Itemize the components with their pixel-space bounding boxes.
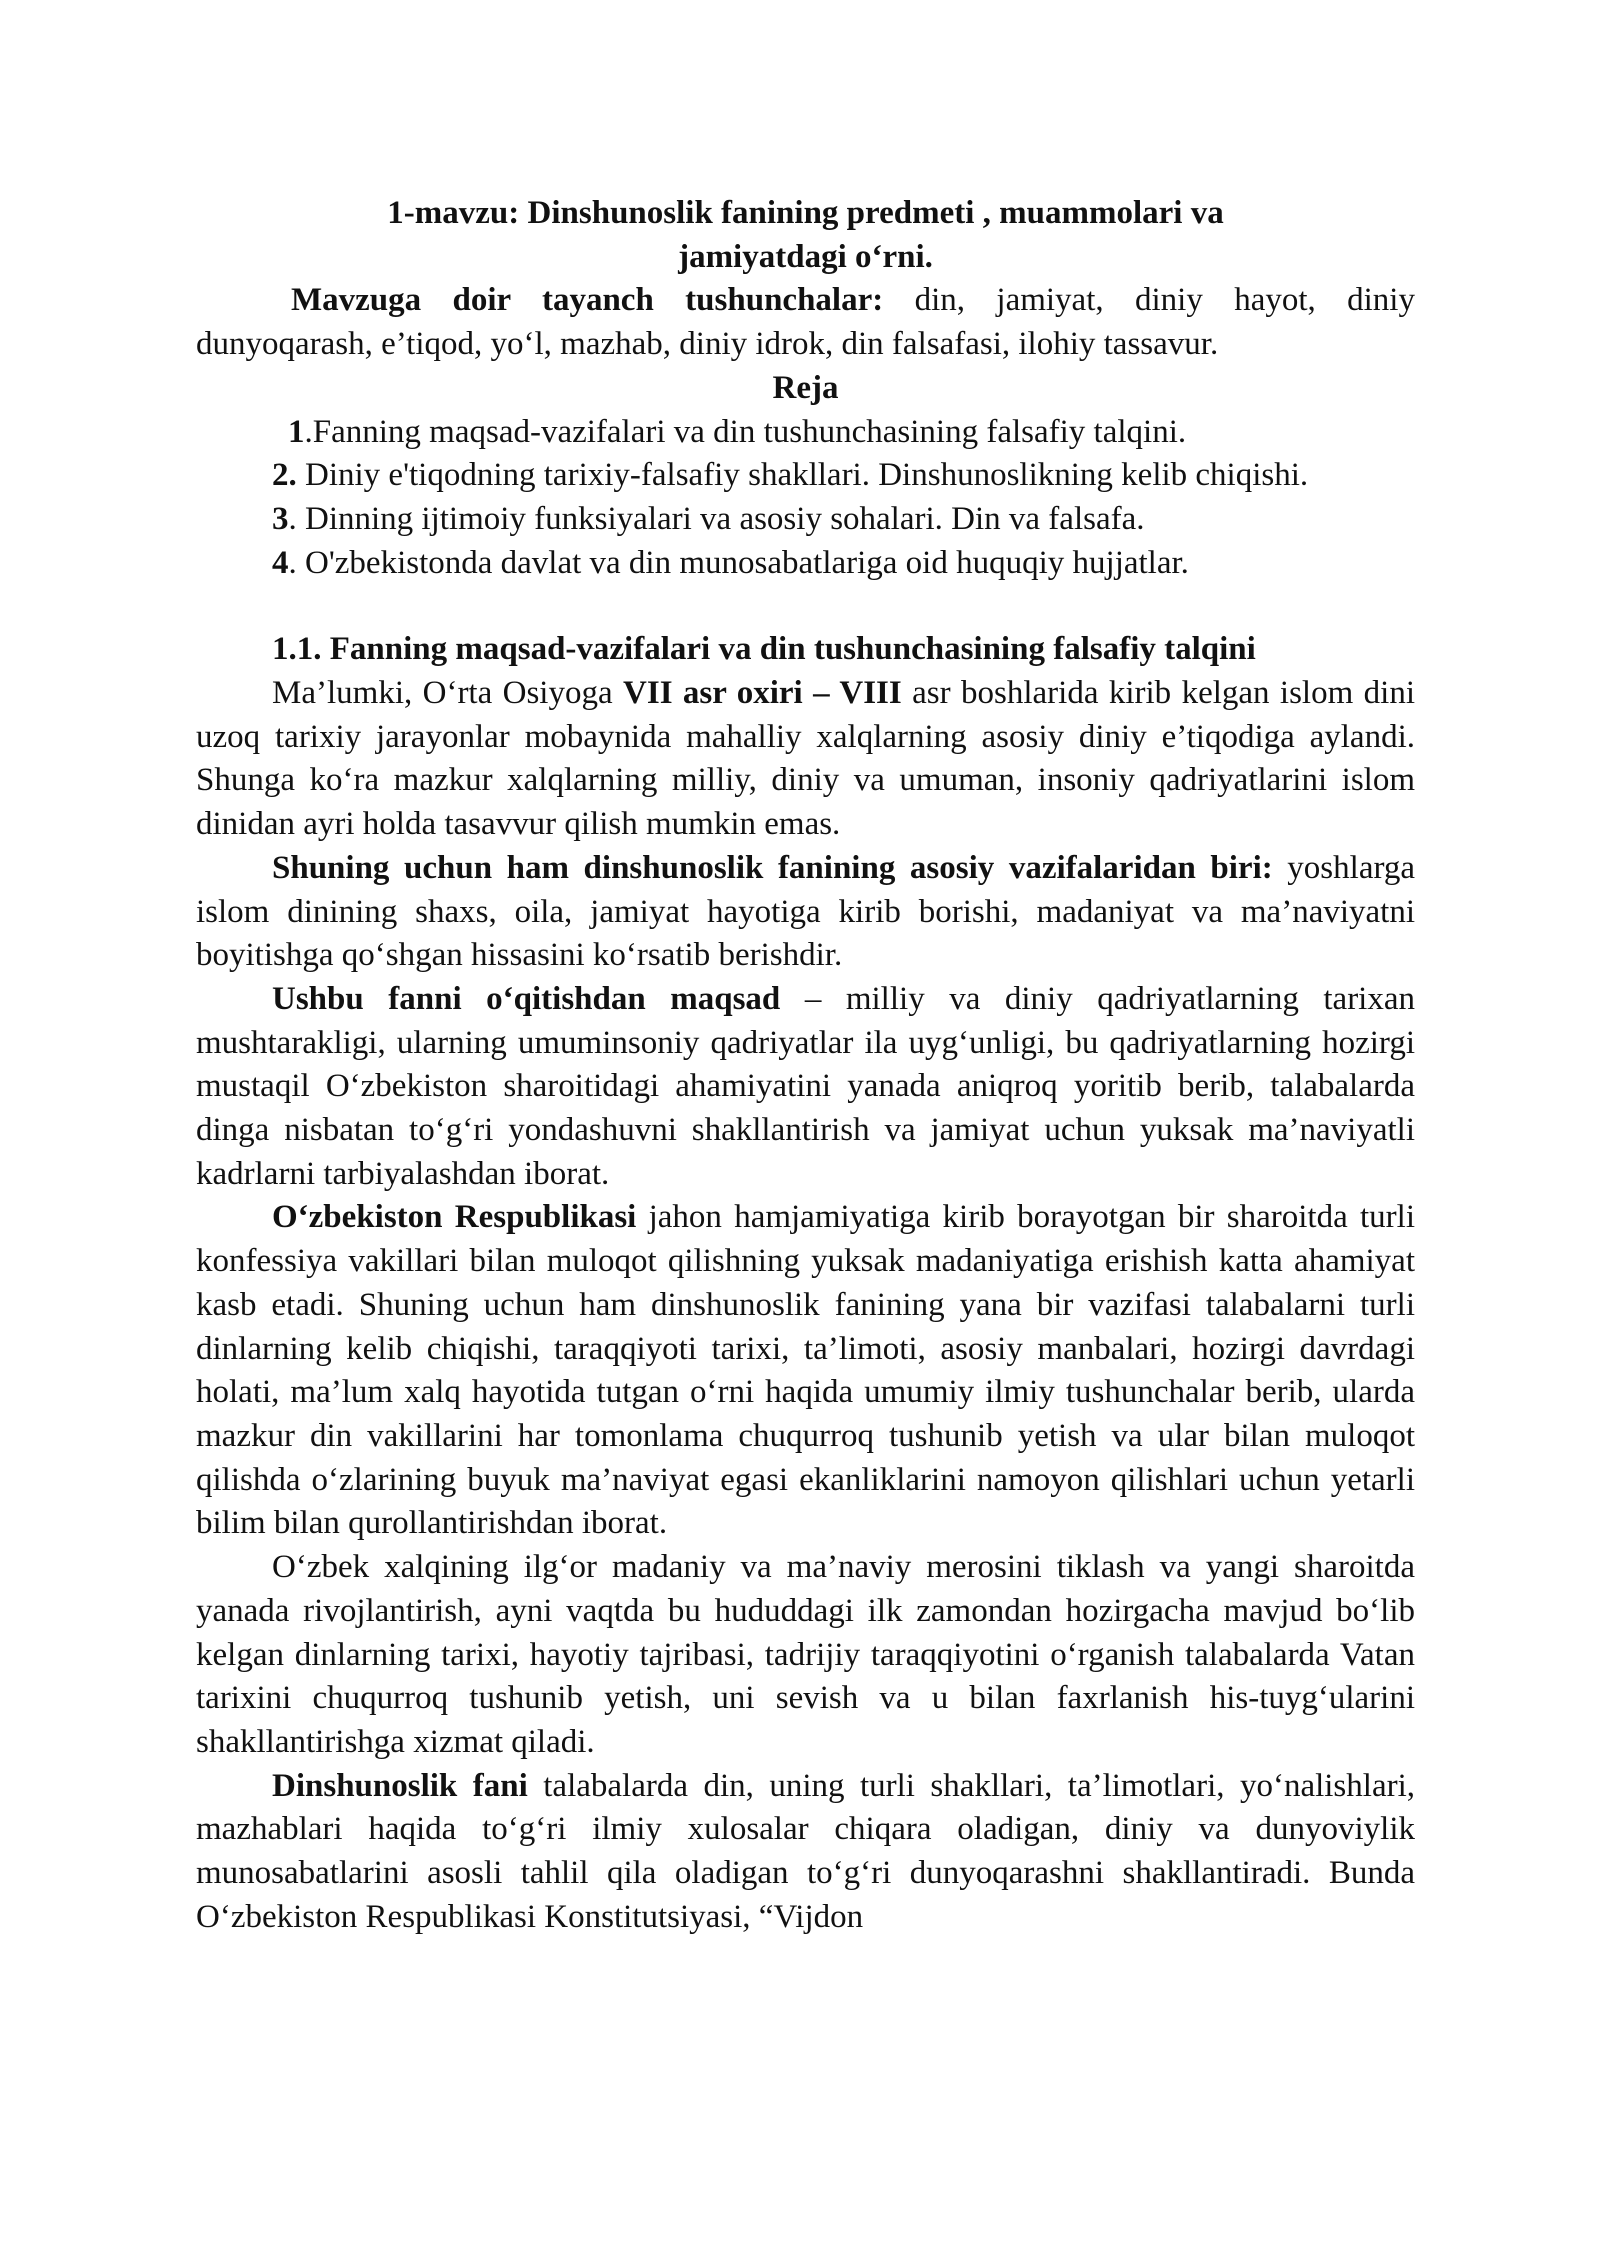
title-line-1: 1-mavzu: Dinshunoslik fanining predmeti , muammolari va — [387, 195, 1224, 231]
keywords-text: din, jamiyat, diniy hayot, diniy dunyoqarash, e’tiqod, yo‘l, mazhab, diniy idrok, din falsafasi, ilohiy tassavur. — [196, 282, 1415, 363]
paragraph-2-lead: Shuning uchun ham dinshunoslik fanining asosiy vazifalaridan biri: — [272, 849, 1273, 886]
paragraph-4-lead: O‘zbekiston Respublikasi — [272, 1199, 637, 1236]
paragraph-1-rest: asr boshlarida kirib kelgan islom dini uzoq tarixiy jarayonlar mobaynida mahalliy xalqlarning asosiy diniy e’tiqodiga aylandi. Shunga ko‘ra mazkur xalqlarning milliy, diniy va umuman, insoniy qadriyatlarini islom dinidan ayri holda tasavvur qilish mumkin emas. — [196, 675, 1416, 843]
paragraph-6-lead: Dinshunoslik fani — [272, 1767, 528, 1804]
paragraph-3-text: – milliy va diniy qadriyatlarning tarixan mushtarakligi, ularning umuminsoniy qadriyatlar ila uyg‘unligi, bu qadriyatlarning hozirgi mustaqil O‘zbekiston sharoitidagi ahamiyatini yanada aniqroq yoritib berib, talabalarda dinga nisbatan to‘g‘ri yondashuvni shakllantirish va jamiyat uchun yuksak ma’naviyatli kadrlarni tarbiyalashdan iborat. — [196, 980, 1415, 1192]
plan-item-number: 2. — [272, 457, 297, 494]
plan-item-text: . O'zbekistonda davlat va din munosabatlariga oid huquqiy hujjatlar. — [288, 544, 1189, 581]
section-heading: 1.1. Fanning maqsad-vazifalari va din tushunchasining falsafiy talqini — [272, 631, 1256, 668]
keywords-paragraph — [196, 279, 1415, 366]
plan-item-1 — [196, 411, 1415, 455]
title-line-2: jamiyatdagi o‘rni. — [678, 238, 933, 275]
paragraph-2-text: yoshlarga islom dinining shaxs, oila, jamiyat hayotiga kirib borishi, madaniyat va ma’naviyatni boyitishga qo‘shgan hissasini ko‘rsatib berishdir. — [196, 849, 1416, 974]
document-title — [196, 192, 1415, 279]
paragraph-5: O‘zbek xalqining ilg‘or madaniy va ma’naviy merosini tiklash va yangi sharoitda yanada rivojlantirish, ayni vaqtda bu hududdagi ilk zamondan hozirgacha mavjud bo‘lib kelgan dinlarning tarixi, hayotiy tajribasi, tadrijiy taraqqiyotini o‘rganish talabalarda Vatan tarixini chuqurroq tushunib yetish, uni sevish va u bilan faxrlanish his-tuyg‘ularini shakllantirishga xizmat qiladi. — [196, 1549, 1415, 1760]
document-page — [196, 192, 1415, 1939]
paragraph-4 — [196, 1196, 1415, 1546]
keywords-label: Mavzuga doir tayanch tushunchalar: — [291, 282, 884, 319]
paragraph-3 — [196, 978, 1415, 1197]
plan-item-number: 4 — [272, 544, 289, 581]
plan-item-3 — [196, 498, 1415, 542]
plan-item-text: Diniy e'tiqodning tarixiy-falsafiy shakllari. Dinshunoslikning kelib chiqishi. — [296, 457, 1309, 494]
plan-item-text: . Dinning ijtimoiy funksiyalari va asosiy sohalari. Din va falsafa. — [288, 500, 1145, 537]
plan-item-number: 1 — [288, 413, 305, 450]
plan-item-2 — [196, 454, 1415, 498]
paragraph-6-text: talabalarda din, uning turli shakllari, ta’limotlari, yo‘nalishlari, mazhablari haqida to‘g‘ri ilmiy xulosalar chiqara oladigan, diniy va dunyoviylik munosabatlarini asosli tahlil qila oladigan to‘g‘ri dunyoqarashni shakllantiradi. Bunda O‘zbekiston Respublikasi Konstitutsiyasi, “Vijdon — [196, 1767, 1415, 1935]
plan-heading: Reja — [772, 369, 839, 406]
paragraph-1 — [196, 672, 1415, 847]
paragraph-1-start: Ma’lumki, O‘rta Osiyoga — [272, 675, 624, 712]
plan-item-text: .Fanning maqsad-vazifalari va din tushunchasining falsafiy talqini. — [304, 413, 1187, 450]
paragraph-2 — [196, 847, 1415, 978]
paragraph-1-century: VII asr oxiri – VIII — [623, 675, 902, 712]
paragraph-4-text: jahon hamjamiyatiga kirib borayotgan bir sharoitda turli konfessiya vakillari bilan muloqot qilishning yuksak madaniyatiga erishish katta ahamiyat kasb etadi. Shuning uchun ham dinshunoslik fanining yana bir vazifasi talabalarni turli dinlarning kelib chiqishi, taraqqiyoti tarixi, ta’limoti, asosiy manbalari, hozirgi davrdagi holati, ma’lum xalq hayotida tutgan o‘rni haqida umumiy ilmiy tushunchalar berib, ularda mazkur din vakillarini har tomonlama chuqurroq tushunib yetish va ular bilan muloqot qilishda o‘zlarining buyuk ma’naviyat egasi ekanliklarini namoyon qilishlari uchun yetarli bilim bilan qurollantirishdan iborat. — [196, 1199, 1415, 1542]
paragraph-3-lead: Ushbu fanni o‘qitishdan maqsad — [272, 980, 781, 1017]
plan-item-4 — [196, 542, 1415, 586]
paragraph-6 — [196, 1765, 1415, 1940]
plan-item-number: 3 — [272, 500, 289, 537]
spacer — [196, 585, 1415, 628]
